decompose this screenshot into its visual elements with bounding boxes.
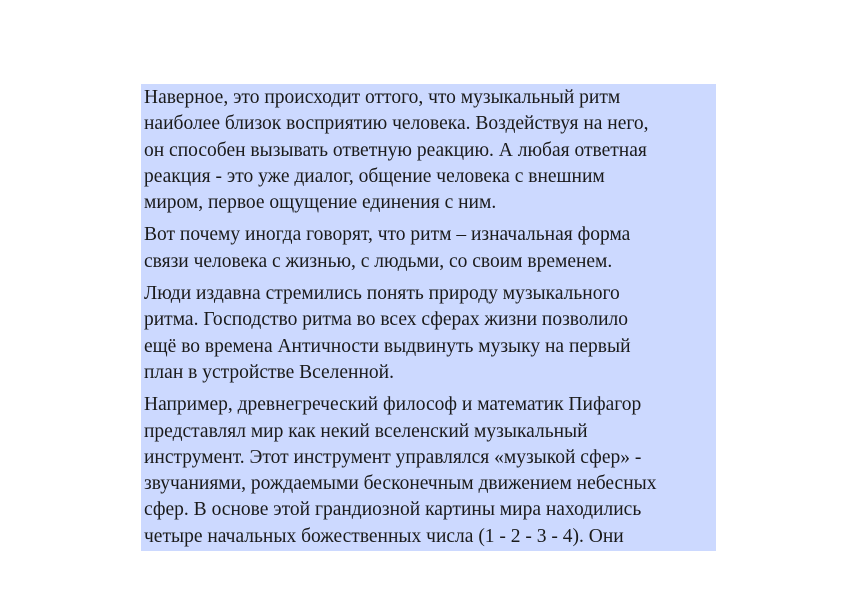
text-line: Вот почему иногда говорят, что ритм – изначальная форма xyxy=(144,224,631,246)
text-line: Наверное, это происходит оттого, что музыкальный ритм xyxy=(144,87,621,108)
text-line: ещё во времена Античности выдвинуть музыку на первый xyxy=(144,335,631,357)
text-line: Люди издавна стремились понять природу музыкального xyxy=(144,283,620,305)
text-line: он способен вызывать ответную реакцию. А любая ответная xyxy=(144,139,647,161)
text-line: миром, первое ощущение единения с ним. xyxy=(144,192,497,214)
text-line: звучаниями, рождаемыми бесконечным движением небесных xyxy=(144,473,657,495)
text-line: связи человека с жизнью, с людьми, со своим временем. xyxy=(144,250,613,272)
paragraph-3 xyxy=(144,281,712,386)
text-line: инструмент. Этот инструмент управлялся «музыкой сфер» - xyxy=(144,446,642,468)
paragraph-1 xyxy=(144,85,712,216)
paragraph-4 xyxy=(144,392,712,550)
text-line: сфер. В основе этой грандиозной картины мира находились xyxy=(144,499,642,521)
text-line: представлял мир как некий вселенский музыкальный xyxy=(144,420,588,442)
paragraph-2 xyxy=(144,222,712,275)
text-line: план в устройстве Вселенной. xyxy=(144,361,394,383)
text-line: реакция - это уже диалог, общение человека с внешним xyxy=(144,165,605,187)
text-line: ритма. Господство ритма во всех сферах жизни позволило xyxy=(144,309,629,331)
text-line: четыре начальных божественных числа (1 - 2 - 3 - 4). Они xyxy=(144,525,624,547)
text-line: Например, древнегреческий философ и математик Пифагор xyxy=(144,394,642,416)
text-line: наиболее близок восприятию человека. Воздействуя на него, xyxy=(144,113,649,135)
text-block xyxy=(141,84,716,551)
